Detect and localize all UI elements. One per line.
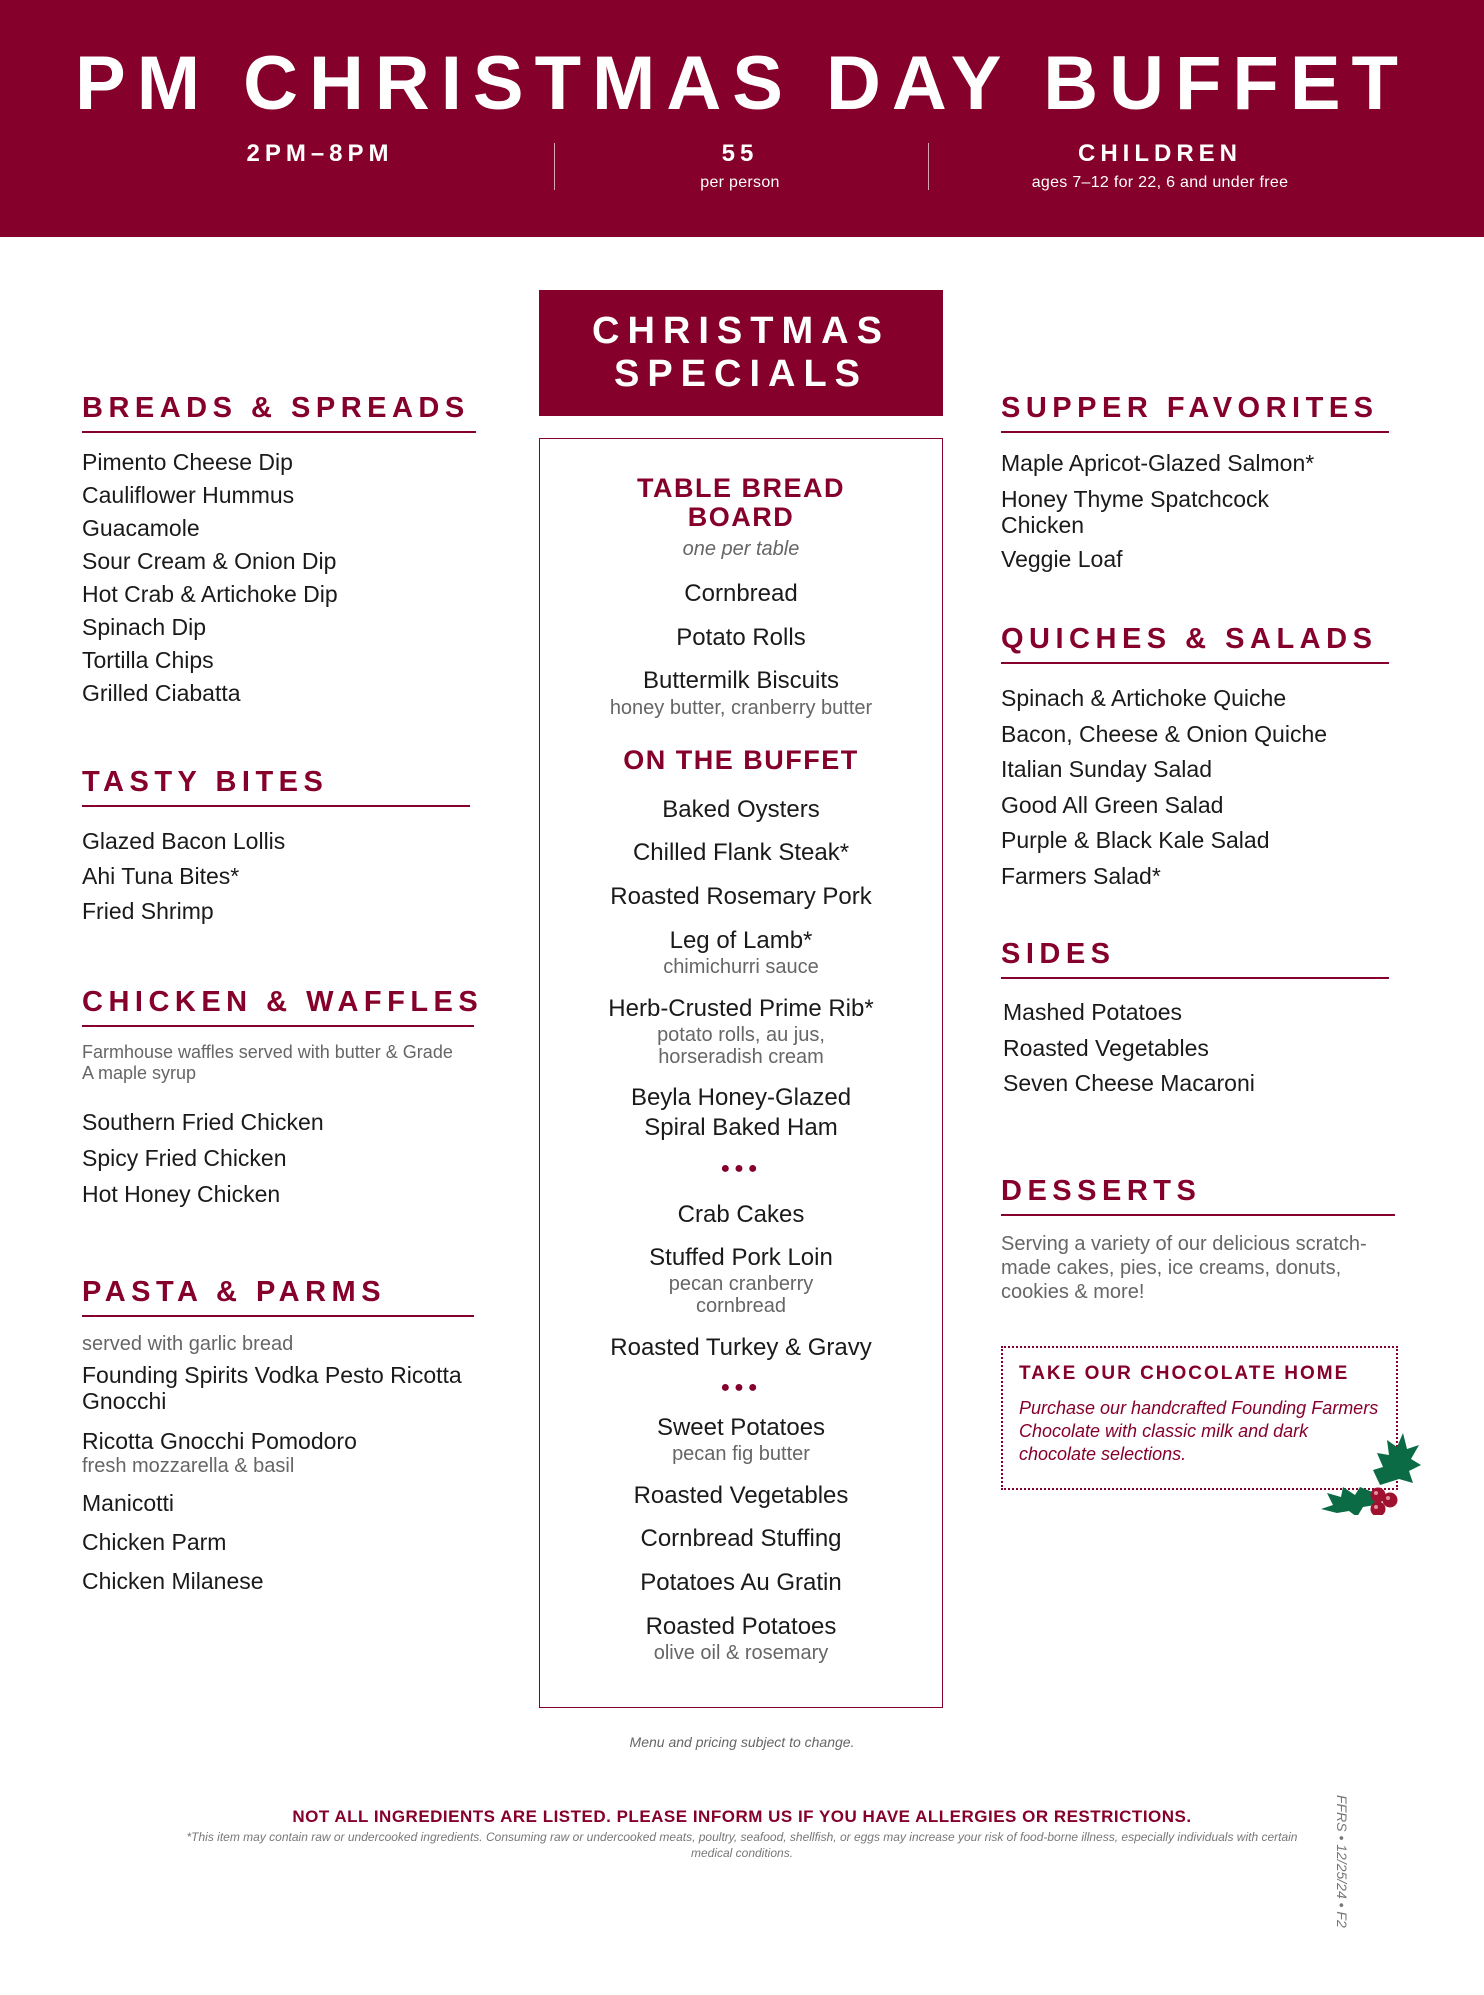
- chicken-waffles-title: CHICKEN & WAFFLES: [82, 986, 474, 1027]
- list-item: Spinach Dip: [82, 614, 207, 640]
- separator-dots-icon: ●●●: [720, 1160, 762, 1177]
- allergy-notice: NOT ALL INGREDIENTS ARE LISTED. PLEASE INFORM US IF YOU HAVE ALLERGIES OR RESTRICTIONS.: [292, 1807, 1192, 1826]
- menu-item: Roasted Turkey & Gravy: [610, 1334, 872, 1361]
- christmas-specials-banner: CHRISTMAS SPECIALS: [539, 290, 943, 416]
- chocolate-promo-title: TAKE OUR CHOCOLATE HOME: [1019, 1363, 1350, 1384]
- menu-item: Buttermilk Biscuits: [642, 667, 840, 694]
- list-item: Guacamole: [82, 515, 200, 541]
- sides-list: [1003, 995, 1255, 1102]
- list-item: Roasted Vegetables: [1003, 1034, 1209, 1061]
- menu-item: Sweet Potatoes: [656, 1414, 826, 1441]
- list-item: Farmers Salad*: [1001, 862, 1161, 889]
- children-info: [980, 140, 1340, 192]
- list-item: Hot Crab & Artichoke Dip: [82, 581, 338, 607]
- separator-dots-icon: ●●●: [720, 1379, 762, 1396]
- quiches-salads-list: [1001, 681, 1327, 894]
- price: 55: [721, 140, 759, 167]
- price-note: per person: [700, 174, 780, 191]
- list-item: Tortilla Chips: [82, 647, 214, 673]
- page-title: PM CHRISTMAS DAY BUFFET: [75, 41, 1409, 126]
- list-item: Fried Shrimp: [82, 898, 214, 924]
- children-label: CHILDREN: [1078, 140, 1242, 167]
- list-item: Purple & Black Kale Salad: [1001, 827, 1270, 853]
- pasta-item: Chicken Parm: [82, 1529, 227, 1555]
- hours: 2PM–8PM: [246, 140, 394, 167]
- list-item: Hot Honey Chicken: [82, 1181, 281, 1207]
- pasta-item: Ricotta Gnocchi Pomodoro: [82, 1428, 357, 1454]
- menu-item: Baked Oysters: [662, 796, 820, 823]
- menu-item: Potato Rolls: [676, 624, 806, 651]
- menu-item-note: chimichurri sauce: [663, 956, 819, 978]
- menu-item: Roasted Vegetables: [633, 1482, 849, 1509]
- pasta-item: Manicotti: [82, 1490, 175, 1516]
- on-the-buffet-title: ON THE BUFFET: [623, 745, 859, 775]
- pricing-note: Menu and pricing subject to change.: [629, 1734, 855, 1750]
- menu-item: Cornbread: [684, 580, 798, 607]
- menu-item-note: olive oil & rosemary: [653, 1642, 829, 1664]
- menu-item: Beyla Honey-Glazed Spiral Baked Ham: [630, 1084, 852, 1141]
- list-item: Bacon, Cheese & Onion Quiche: [1001, 720, 1328, 747]
- raw-food-disclaimer: *This item may contain raw or undercooked ingredients. Consuming raw or undercooked meats, poultry, seafood, shellfish, or eggs may increase your risk of food-borne illness, especially individuals with certain medical conditions.: [186, 1830, 1298, 1860]
- breads-spreads-title: BREADS & SPREADS: [82, 392, 476, 433]
- list-item: Spicy Fried Chicken: [82, 1145, 287, 1171]
- pasta-parms-title: PASTA & PARMS: [82, 1276, 474, 1317]
- desserts-note: Serving a variety of our delicious scratch-made cakes, pies, ice creams, donuts, cookies & more!: [1001, 1233, 1367, 1303]
- list-item: Glazed Bacon Lollis: [82, 828, 286, 854]
- list-item: Sour Cream & Onion Dip: [82, 548, 337, 574]
- chocolate-promo-text: Purchase our handcrafted Founding Farmers Chocolate with classic milk and dark chocolate selections.: [1019, 1398, 1379, 1464]
- breads-spreads-list: [82, 446, 338, 710]
- hours-info: [170, 140, 470, 168]
- pasta-item: Chicken Milanese: [82, 1568, 264, 1594]
- tasty-bites-list: [82, 824, 285, 929]
- menu-item: Crab Cakes: [677, 1201, 805, 1228]
- menu-item: Roasted Rosemary Pork: [610, 883, 872, 910]
- holly-icon: [1305, 1415, 1425, 1515]
- pasta-item-note: fresh mozzarella & basil: [82, 1455, 295, 1477]
- children-note: ages 7–12 for 22, 6 and under free: [1031, 174, 1289, 191]
- menu-code: FFRS • 12/25/24 • F2: [1334, 1795, 1350, 1928]
- menu-item-note: honey butter, cranberry butter: [609, 697, 873, 719]
- price-info: [590, 140, 890, 192]
- menu-item: Honey Thyme Spatchcock Chicken: [1001, 486, 1270, 538]
- chicken-waffles-list: [82, 1104, 324, 1212]
- menu-item-note: potato rolls, au jus, horseradish cream: [657, 1024, 825, 1068]
- list-item: Cauliflower Hummus: [82, 482, 295, 508]
- supper-favorites-title: SUPPER FAVORITES: [1001, 392, 1389, 433]
- pasta-note: served with garlic bread: [82, 1333, 294, 1355]
- list-item: Pimento Cheese Dip: [82, 449, 293, 475]
- tasty-bites-title: TASTY BITES: [82, 766, 470, 807]
- header-banner: [0, 0, 1484, 237]
- list-item: Good All Green Salad: [1001, 791, 1224, 818]
- menu-item: Potatoes Au Gratin: [640, 1569, 842, 1596]
- header-divider: [554, 143, 555, 190]
- list-item: Spinach & Artichoke Quiche: [1001, 685, 1287, 711]
- menu-item: Chilled Flank Steak*: [632, 839, 850, 866]
- menu-item: Herb-Crusted Prime Rib*: [608, 995, 874, 1022]
- desserts-title: DESSERTS: [1001, 1175, 1395, 1216]
- menu-item: Maple Apricot-Glazed Salmon*: [1001, 450, 1315, 476]
- table-bread-title: TABLE BREAD BOARD: [637, 473, 845, 532]
- header-divider: [928, 143, 929, 190]
- list-item: Mashed Potatoes: [1003, 999, 1183, 1025]
- list-item: Italian Sunday Salad: [1001, 756, 1212, 782]
- menu-item: Veggie Loaf: [1001, 546, 1123, 572]
- menu-item-note: pecan fig butter: [672, 1443, 810, 1465]
- pasta-item: Founding Spirits Vodka Pesto Ricotta Gnocchi: [82, 1362, 462, 1414]
- menu-item-note: pecan cranberry cornbread: [668, 1273, 814, 1317]
- list-item: Grilled Ciabatta: [82, 680, 241, 706]
- menu-item: Stuffed Pork Loin: [649, 1244, 833, 1271]
- table-bread-note: one per table: [682, 538, 800, 560]
- quiches-salads-title: QUICHES & SALADS: [1001, 623, 1389, 664]
- chicken-waffles-note: Farmhouse waffles served with butter & Grade A maple syrup: [82, 1042, 453, 1083]
- list-item: Southern Fried Chicken: [82, 1109, 324, 1135]
- list-item: Seven Cheese Macaroni: [1003, 1070, 1255, 1096]
- menu-item: Leg of Lamb*: [669, 927, 813, 954]
- menu-item: Cornbread Stuffing: [640, 1525, 842, 1552]
- menu-item: Roasted Potatoes: [645, 1613, 837, 1640]
- list-item: Ahi Tuna Bites*: [82, 863, 240, 889]
- sides-title: SIDES: [1001, 938, 1389, 979]
